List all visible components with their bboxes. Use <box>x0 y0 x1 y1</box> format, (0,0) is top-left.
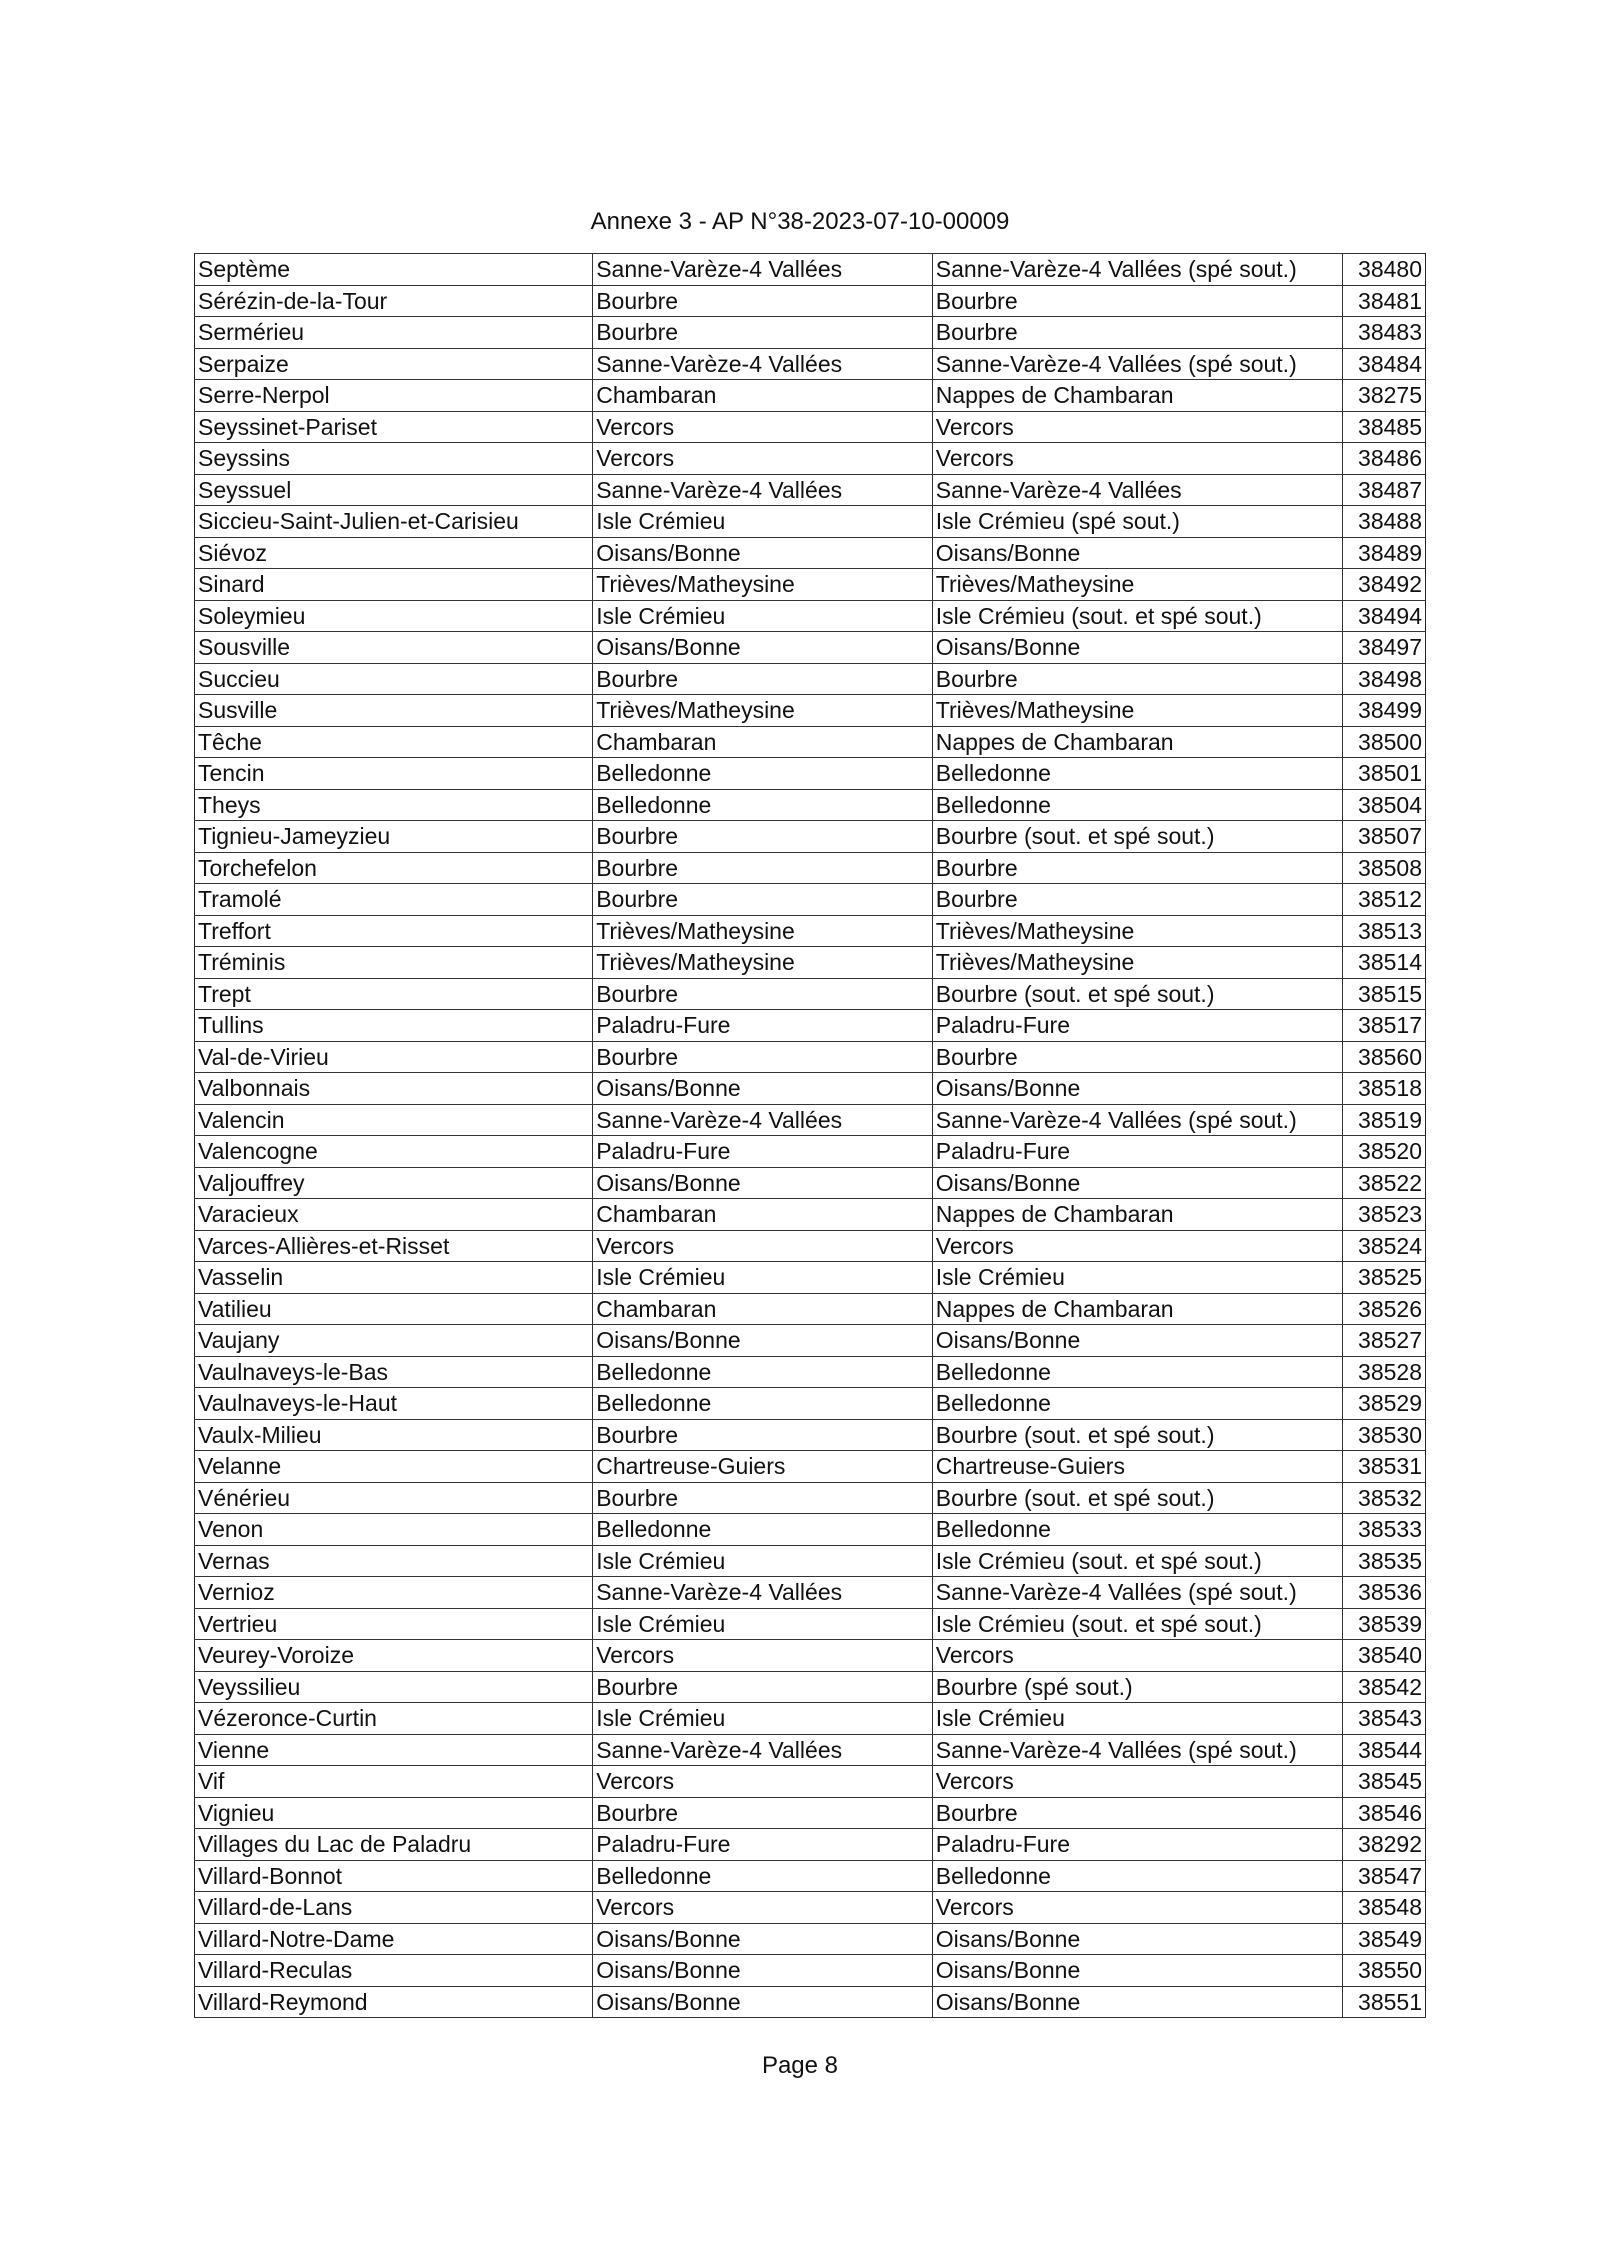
sub-district-cell: Bourbre <box>932 852 1342 884</box>
sub-district-cell: Isle Crémieu (sout. et spé sout.) <box>932 1545 1342 1577</box>
table-row <box>195 1388 1426 1420</box>
sub-district-cell: Bourbre (sout. et spé sout.) <box>932 1419 1342 1451</box>
sub-district-cell: Chartreuse-Guiers <box>932 1451 1342 1483</box>
commune-cell: Vaulnaveys-le-Bas <box>195 1356 593 1388</box>
district-cell: Belledonne <box>593 1860 933 1892</box>
commune-cell: Vienne <box>195 1734 593 1766</box>
commune-cell: Valencin <box>195 1104 593 1136</box>
district-cell: Isle Crémieu <box>593 600 933 632</box>
sub-district-cell: Bourbre <box>932 884 1342 916</box>
insee-code-cell: 38494 <box>1343 600 1426 632</box>
table-row <box>195 1955 1426 1987</box>
insee-code-cell: 38519 <box>1343 1104 1426 1136</box>
insee-code-cell: 38536 <box>1343 1577 1426 1609</box>
insee-code-cell: 38484 <box>1343 348 1426 380</box>
commune-cell: Veyssilieu <box>195 1671 593 1703</box>
commune-cell: Succieu <box>195 663 593 695</box>
commune-cell: Seyssuel <box>195 474 593 506</box>
commune-cell: Siévoz <box>195 537 593 569</box>
commune-cell: Villages du Lac de Paladru <box>195 1829 593 1861</box>
district-cell: Sanne-Varèze-4 Vallées <box>593 474 933 506</box>
commune-cell: Villard-Notre-Dame <box>195 1923 593 1955</box>
district-cell: Bourbre <box>593 852 933 884</box>
district-cell: Paladru-Fure <box>593 1136 933 1168</box>
insee-code-cell: 38528 <box>1343 1356 1426 1388</box>
district-cell: Isle Crémieu <box>593 1608 933 1640</box>
sub-district-cell: Oisans/Bonne <box>932 1167 1342 1199</box>
table-row <box>195 1766 1426 1798</box>
district-cell: Bourbre <box>593 1671 933 1703</box>
table-row <box>195 1104 1426 1136</box>
sub-district-cell: Sanne-Varèze-4 Vallées (spé sout.) <box>932 1104 1342 1136</box>
commune-cell: Treffort <box>195 915 593 947</box>
table-row <box>195 1608 1426 1640</box>
district-cell: Bourbre <box>593 1482 933 1514</box>
sub-district-cell: Vercors <box>932 1892 1342 1924</box>
table-row <box>195 317 1426 349</box>
sub-district-cell: Oisans/Bonne <box>932 632 1342 664</box>
district-cell: Oisans/Bonne <box>593 1167 933 1199</box>
table-row <box>195 632 1426 664</box>
district-cell: Bourbre <box>593 1419 933 1451</box>
table-row <box>195 1041 1426 1073</box>
commune-cell: Vignieu <box>195 1797 593 1829</box>
district-cell: Vercors <box>593 1892 933 1924</box>
commune-cell: Val-de-Virieu <box>195 1041 593 1073</box>
table-row <box>195 1010 1426 1042</box>
insee-code-cell: 38524 <box>1343 1230 1426 1262</box>
district-cell: Oisans/Bonne <box>593 1923 933 1955</box>
insee-code-cell: 38518 <box>1343 1073 1426 1105</box>
table-row <box>195 443 1426 475</box>
insee-code-cell: 38543 <box>1343 1703 1426 1735</box>
district-cell: Bourbre <box>593 1797 933 1829</box>
district-cell: Sanne-Varèze-4 Vallées <box>593 1734 933 1766</box>
table-row <box>195 1167 1426 1199</box>
district-cell: Sanne-Varèze-4 Vallées <box>593 254 933 286</box>
commune-cell: Veurey-Voroize <box>195 1640 593 1672</box>
commune-cell: Vernioz <box>195 1577 593 1609</box>
commune-cell: Serre-Nerpol <box>195 380 593 412</box>
commune-cell: Villard-Reculas <box>195 1955 593 1987</box>
commune-cell: Vertrieu <box>195 1608 593 1640</box>
sub-district-cell: Vercors <box>932 1230 1342 1262</box>
district-cell: Bourbre <box>593 821 933 853</box>
insee-code-cell: 38514 <box>1343 947 1426 979</box>
sub-district-cell: Bourbre <box>932 1797 1342 1829</box>
insee-code-cell: 38527 <box>1343 1325 1426 1357</box>
insee-code-cell: 38492 <box>1343 569 1426 601</box>
commune-cell: Tignieu-Jameyzieu <box>195 821 593 853</box>
table-row <box>195 506 1426 538</box>
table-row <box>195 1545 1426 1577</box>
page-header: Annexe 3 - AP N°38-2023-07-10-00009 <box>590 208 1010 235</box>
sub-district-cell: Nappes de Chambaran <box>932 380 1342 412</box>
table-row <box>195 1293 1426 1325</box>
commune-cell: Septème <box>195 254 593 286</box>
table-row <box>195 1734 1426 1766</box>
sub-district-cell: Oisans/Bonne <box>932 1923 1342 1955</box>
sub-district-cell: Trièves/Matheysine <box>932 915 1342 947</box>
district-cell: Oisans/Bonne <box>593 537 933 569</box>
table-row <box>195 1073 1426 1105</box>
table-row <box>195 1262 1426 1294</box>
sub-district-cell: Bourbre (sout. et spé sout.) <box>932 821 1342 853</box>
table-row <box>195 348 1426 380</box>
district-cell: Chambaran <box>593 1199 933 1231</box>
district-cell: Trièves/Matheysine <box>593 569 933 601</box>
insee-code-cell: 38535 <box>1343 1545 1426 1577</box>
district-cell: Trièves/Matheysine <box>593 947 933 979</box>
insee-code-cell: 38548 <box>1343 1892 1426 1924</box>
insee-code-cell: 38539 <box>1343 1608 1426 1640</box>
commune-cell: Vézeronce-Curtin <box>195 1703 593 1735</box>
insee-code-cell: 38529 <box>1343 1388 1426 1420</box>
table-row <box>195 852 1426 884</box>
sub-district-cell: Paladru-Fure <box>932 1010 1342 1042</box>
table-row <box>195 884 1426 916</box>
table-row <box>195 1356 1426 1388</box>
district-cell: Vercors <box>593 1640 933 1672</box>
district-cell: Bourbre <box>593 978 933 1010</box>
table-row <box>195 1136 1426 1168</box>
insee-code-cell: 38531 <box>1343 1451 1426 1483</box>
commune-cell: Valencogne <box>195 1136 593 1168</box>
district-cell: Belledonne <box>593 789 933 821</box>
insee-code-cell: 38292 <box>1343 1829 1426 1861</box>
table-row <box>195 1640 1426 1672</box>
table-row <box>195 978 1426 1010</box>
sub-district-cell: Isle Crémieu <box>932 1262 1342 1294</box>
district-cell: Paladru-Fure <box>593 1010 933 1042</box>
commune-cell: Tramolé <box>195 884 593 916</box>
table-row <box>195 474 1426 506</box>
commune-cell: Torchefelon <box>195 852 593 884</box>
table-row <box>195 1419 1426 1451</box>
insee-code-cell: 38546 <box>1343 1797 1426 1829</box>
sub-district-cell: Isle Crémieu (sout. et spé sout.) <box>932 1608 1342 1640</box>
sub-district-cell: Bourbre <box>932 285 1342 317</box>
insee-code-cell: 38508 <box>1343 852 1426 884</box>
insee-code-cell: 38483 <box>1343 317 1426 349</box>
district-cell: Vercors <box>593 411 933 443</box>
table-row <box>195 1230 1426 1262</box>
district-cell: Trièves/Matheysine <box>593 915 933 947</box>
commune-cell: Tullins <box>195 1010 593 1042</box>
sub-district-cell: Isle Crémieu <box>932 1703 1342 1735</box>
district-cell: Bourbre <box>593 884 933 916</box>
sub-district-cell: Trièves/Matheysine <box>932 695 1342 727</box>
district-cell: Chartreuse-Guiers <box>593 1451 933 1483</box>
table-row <box>195 380 1426 412</box>
district-cell: Oisans/Bonne <box>593 1073 933 1105</box>
table-row <box>195 600 1426 632</box>
commune-cell: Villard-Reymond <box>195 1986 593 2018</box>
commune-cell: Varces-Allières-et-Risset <box>195 1230 593 1262</box>
table-row <box>195 1325 1426 1357</box>
district-cell: Sanne-Varèze-4 Vallées <box>593 348 933 380</box>
table-row <box>195 411 1426 443</box>
table-row <box>195 758 1426 790</box>
district-cell: Paladru-Fure <box>593 1829 933 1861</box>
district-cell: Vercors <box>593 1766 933 1798</box>
commune-cell: Vaulnaveys-le-Haut <box>195 1388 593 1420</box>
sub-district-cell: Bourbre (spé sout.) <box>932 1671 1342 1703</box>
sub-district-cell: Paladru-Fure <box>932 1829 1342 1861</box>
insee-code-cell: 38545 <box>1343 1766 1426 1798</box>
table-row <box>195 1671 1426 1703</box>
district-cell: Chambaran <box>593 726 933 758</box>
insee-code-cell: 38500 <box>1343 726 1426 758</box>
table-row <box>195 537 1426 569</box>
table-row <box>195 1451 1426 1483</box>
sub-district-cell: Isle Crémieu (sout. et spé sout.) <box>932 600 1342 632</box>
sub-district-cell: Oisans/Bonne <box>932 537 1342 569</box>
district-cell: Isle Crémieu <box>593 506 933 538</box>
sub-district-cell: Trièves/Matheysine <box>932 569 1342 601</box>
insee-code-cell: 38507 <box>1343 821 1426 853</box>
insee-code-cell: 38501 <box>1343 758 1426 790</box>
commune-cell: Valbonnais <box>195 1073 593 1105</box>
commune-cell: Vernas <box>195 1545 593 1577</box>
insee-code-cell: 38533 <box>1343 1514 1426 1546</box>
table-row <box>195 821 1426 853</box>
insee-code-cell: 38275 <box>1343 380 1426 412</box>
district-cell: Belledonne <box>593 758 933 790</box>
insee-code-cell: 38550 <box>1343 1955 1426 1987</box>
table-row <box>195 1923 1426 1955</box>
insee-code-cell: 38489 <box>1343 537 1426 569</box>
commune-cell: Theys <box>195 789 593 821</box>
table-row <box>195 1797 1426 1829</box>
table-row <box>195 726 1426 758</box>
district-cell: Vercors <box>593 443 933 475</box>
district-cell: Sanne-Varèze-4 Vallées <box>593 1577 933 1609</box>
table-row <box>195 569 1426 601</box>
commune-cell: Sinard <box>195 569 593 601</box>
insee-code-cell: 38499 <box>1343 695 1426 727</box>
sub-district-cell: Sanne-Varèze-4 Vallées <box>932 474 1342 506</box>
district-cell: Isle Crémieu <box>593 1703 933 1735</box>
insee-code-cell: 38542 <box>1343 1671 1426 1703</box>
table-row <box>195 1703 1426 1735</box>
district-cell: Vercors <box>593 1230 933 1262</box>
insee-code-cell: 38544 <box>1343 1734 1426 1766</box>
sub-district-cell: Nappes de Chambaran <box>932 1199 1342 1231</box>
sub-district-cell: Belledonne <box>932 1356 1342 1388</box>
sub-district-cell: Oisans/Bonne <box>932 1325 1342 1357</box>
district-cell: Oisans/Bonne <box>593 632 933 664</box>
table-row <box>195 285 1426 317</box>
commune-cell: Seyssins <box>195 443 593 475</box>
district-cell: Sanne-Varèze-4 Vallées <box>593 1104 933 1136</box>
commune-cell: Varacieux <box>195 1199 593 1231</box>
sub-district-cell: Sanne-Varèze-4 Vallées (spé sout.) <box>932 348 1342 380</box>
table-row <box>195 1892 1426 1924</box>
district-cell: Trièves/Matheysine <box>593 695 933 727</box>
sub-district-cell: Belledonne <box>932 1514 1342 1546</box>
table-row <box>195 1482 1426 1514</box>
commune-cell: Vatilieu <box>195 1293 593 1325</box>
district-cell: Oisans/Bonne <box>593 1986 933 2018</box>
sub-district-cell: Paladru-Fure <box>932 1136 1342 1168</box>
commune-cell: Serpaize <box>195 348 593 380</box>
insee-code-cell: 38523 <box>1343 1199 1426 1231</box>
insee-code-cell: 38512 <box>1343 884 1426 916</box>
insee-code-cell: 38481 <box>1343 285 1426 317</box>
sub-district-cell: Vercors <box>932 1640 1342 1672</box>
sub-district-cell: Vercors <box>932 443 1342 475</box>
commune-cell: Tencin <box>195 758 593 790</box>
commune-cell: Valjouffrey <box>195 1167 593 1199</box>
sub-district-cell: Isle Crémieu (spé sout.) <box>932 506 1342 538</box>
sub-district-cell: Vercors <box>932 1766 1342 1798</box>
insee-code-cell: 38560 <box>1343 1041 1426 1073</box>
sub-district-cell: Sanne-Varèze-4 Vallées (spé sout.) <box>932 1577 1342 1609</box>
table-row <box>195 1860 1426 1892</box>
insee-code-cell: 38522 <box>1343 1167 1426 1199</box>
commune-cell: Vénérieu <box>195 1482 593 1514</box>
district-cell: Bourbre <box>593 285 933 317</box>
commune-cell: Villard-Bonnot <box>195 1860 593 1892</box>
district-cell: Bourbre <box>593 663 933 695</box>
insee-code-cell: 38497 <box>1343 632 1426 664</box>
table-row <box>195 254 1426 286</box>
district-cell: Bourbre <box>593 317 933 349</box>
insee-code-cell: 38517 <box>1343 1010 1426 1042</box>
commune-cell: Trept <box>195 978 593 1010</box>
commune-cell: Vasselin <box>195 1262 593 1294</box>
insee-code-cell: 38526 <box>1343 1293 1426 1325</box>
insee-code-cell: 38540 <box>1343 1640 1426 1672</box>
commune-cell: Seyssinet-Pariset <box>195 411 593 443</box>
table-row <box>195 695 1426 727</box>
district-cell: Chambaran <box>593 380 933 412</box>
commune-cell: Sousville <box>195 632 593 664</box>
sub-district-cell: Sanne-Varèze-4 Vallées (spé sout.) <box>932 1734 1342 1766</box>
district-cell: Oisans/Bonne <box>593 1955 933 1987</box>
sub-district-cell: Oisans/Bonne <box>932 1986 1342 2018</box>
sub-district-cell: Oisans/Bonne <box>932 1073 1342 1105</box>
commune-cell: Vaujany <box>195 1325 593 1357</box>
sub-district-cell: Trièves/Matheysine <box>932 947 1342 979</box>
commune-cell: Sermérieu <box>195 317 593 349</box>
commune-cell: Têche <box>195 726 593 758</box>
table-row <box>195 947 1426 979</box>
table-row <box>195 663 1426 695</box>
insee-code-cell: 38485 <box>1343 411 1426 443</box>
district-cell: Isle Crémieu <box>593 1262 933 1294</box>
insee-code-cell: 38486 <box>1343 443 1426 475</box>
commune-cell: Sérézin-de-la-Tour <box>195 285 593 317</box>
sub-district-cell: Sanne-Varèze-4 Vallées (spé sout.) <box>932 254 1342 286</box>
commune-cell: Vaulx-Milieu <box>195 1419 593 1451</box>
sub-district-cell: Belledonne <box>932 789 1342 821</box>
insee-code-cell: 38551 <box>1343 1986 1426 2018</box>
sub-district-cell: Bourbre (sout. et spé sout.) <box>932 1482 1342 1514</box>
table-row <box>195 789 1426 821</box>
sub-district-cell: Bourbre (sout. et spé sout.) <box>932 978 1342 1010</box>
commune-cell: Venon <box>195 1514 593 1546</box>
district-cell: Isle Crémieu <box>593 1545 933 1577</box>
sub-district-cell: Nappes de Chambaran <box>932 726 1342 758</box>
table-row <box>195 1514 1426 1546</box>
commune-cell: Siccieu-Saint-Julien-et-Carisieu <box>195 506 593 538</box>
page-number: Page 8 <box>761 2052 839 2079</box>
district-cell: Belledonne <box>593 1356 933 1388</box>
insee-code-cell: 38525 <box>1343 1262 1426 1294</box>
district-cell: Bourbre <box>593 1041 933 1073</box>
insee-code-cell: 38532 <box>1343 1482 1426 1514</box>
insee-code-cell: 38487 <box>1343 474 1426 506</box>
district-cell: Oisans/Bonne <box>593 1325 933 1357</box>
insee-code-cell: 38530 <box>1343 1419 1426 1451</box>
sub-district-cell: Vercors <box>932 411 1342 443</box>
district-cell: Belledonne <box>593 1514 933 1546</box>
commune-cell: Soleymieu <box>195 600 593 632</box>
district-cell: Belledonne <box>593 1388 933 1420</box>
table-row <box>195 1577 1426 1609</box>
commune-cell: Vif <box>195 1766 593 1798</box>
sub-district-cell: Bourbre <box>932 1041 1342 1073</box>
insee-code-cell: 38515 <box>1343 978 1426 1010</box>
commune-cell: Susville <box>195 695 593 727</box>
insee-code-cell: 38488 <box>1343 506 1426 538</box>
insee-code-cell: 38513 <box>1343 915 1426 947</box>
commune-table <box>194 253 1426 2018</box>
sub-district-cell: Belledonne <box>932 758 1342 790</box>
commune-cell: Villard-de-Lans <box>195 1892 593 1924</box>
insee-code-cell: 38549 <box>1343 1923 1426 1955</box>
table-row <box>195 1829 1426 1861</box>
sub-district-cell: Bourbre <box>932 317 1342 349</box>
commune-table-body <box>195 254 1426 2018</box>
insee-code-cell: 38480 <box>1343 254 1426 286</box>
insee-code-cell: 38504 <box>1343 789 1426 821</box>
commune-cell: Tréminis <box>195 947 593 979</box>
sub-district-cell: Nappes de Chambaran <box>932 1293 1342 1325</box>
sub-district-cell: Belledonne <box>932 1388 1342 1420</box>
insee-code-cell: 38547 <box>1343 1860 1426 1892</box>
table-row <box>195 1199 1426 1231</box>
table-row <box>195 915 1426 947</box>
sub-district-cell: Oisans/Bonne <box>932 1955 1342 1987</box>
district-cell: Chambaran <box>593 1293 933 1325</box>
insee-code-cell: 38498 <box>1343 663 1426 695</box>
commune-cell: Velanne <box>195 1451 593 1483</box>
table-row <box>195 1986 1426 2018</box>
sub-district-cell: Bourbre <box>932 663 1342 695</box>
sub-district-cell: Belledonne <box>932 1860 1342 1892</box>
insee-code-cell: 38520 <box>1343 1136 1426 1168</box>
